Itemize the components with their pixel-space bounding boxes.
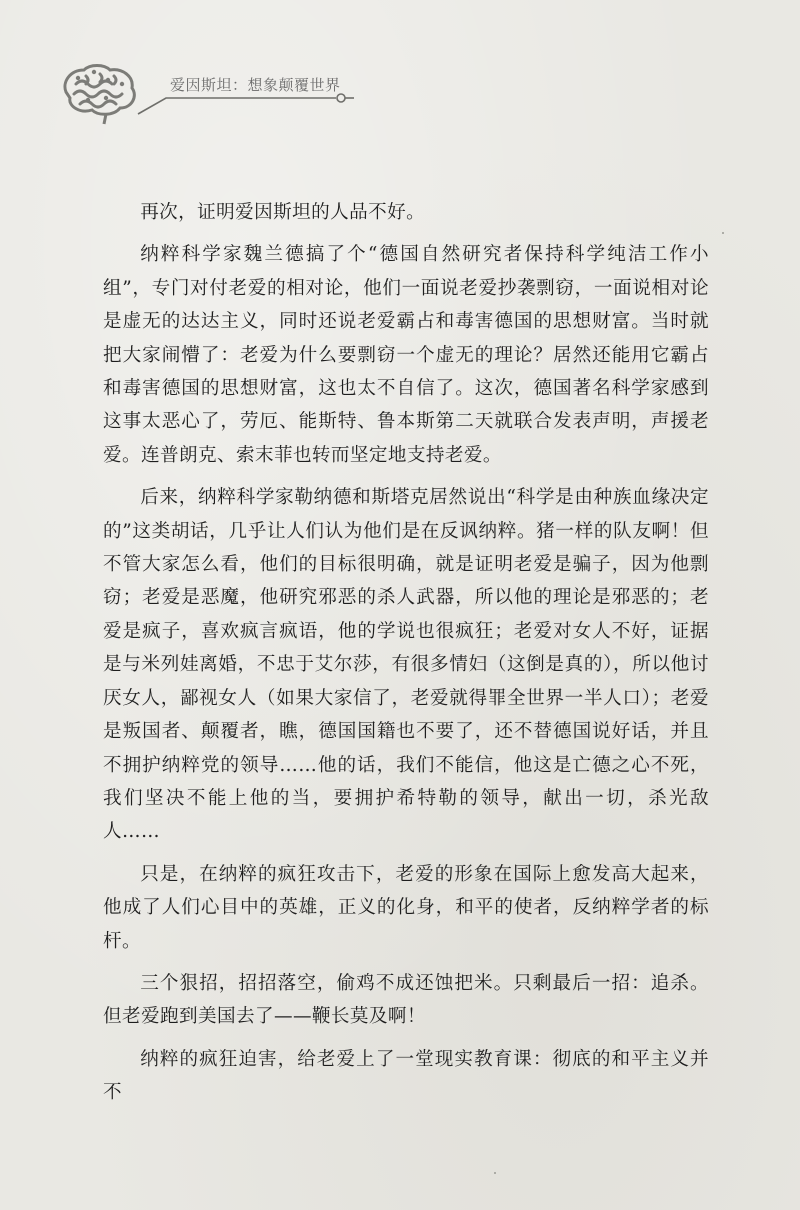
paragraph: 再次，证明爱因斯坦的人品不好。 bbox=[140, 202, 426, 223]
paragraph: 纳粹的疯狂迫害，给老爱上了一堂现实教育课：彻底的和平主义并不 bbox=[103, 1048, 709, 1104]
paragraph: 纳粹科学家魏兰德搞了个“德国自然研究者保持科学纯洁工作小组”，专门对付老爱的相对论，他们一面说老爱抄袭剽窃，一面说相对论是虚无的达达主义，同时还说老爱霸占和毒害德国的思想财富。当时就把大家闹懵了：老爱为什么要剽窃一个虚无的理论？居然还能用它霸占和毒害德国的思想财富，这也太不自信了。这次，德国著名科学家感到这事太恶心了，劳厄、能斯特、鲁本斯第二天就联合发表声明，声援老爱。连普朗克、索末菲也转而坚定地支持老爱。 bbox=[103, 244, 709, 466]
body-text bbox=[103, 196, 709, 1119]
paragraph: 后来，纳粹科学家勒纳德和斯塔克居然说出“科学是由种族血缘决定的”这类胡话，几乎让人们认为他们是在反讽纳粹。猪一样的队友啊！但不管大家怎么看，他们的目标很明确，就是证明老爱是骗子，因为他剽窃；老爱是恶魔，他研究邪恶的杀人武器，所以他的理论是邪恶的；老爱是疯子，喜欢疯言疯语，他的学说也很疯狂；老爱对女人不好，证据是与米列娃离婚，不忠于艾尔莎，有很多情妇（这倒是真的），所以他讨厌女人，鄙视女人（如果大家信了，老爱就得罪全世界一半人口）；老爱是叛国者、颠覆者，瞧，德国国籍也不要了，还不替德国说好话，并且不拥护纳粹党的领导……他的话，我们不能信，他这是亡德之心不死，我们坚决不能上他的当，要拥护希特勒的领导，献出一切，杀光敌人…… bbox=[103, 487, 709, 843]
paper-speck bbox=[722, 232, 724, 234]
paragraph: 只是，在纳粹的疯狂攻击下，老爱的形象在国际上愈发高大起来，他成了人们心目中的英雄，正义的化身，和平的使者，反纳粹学者的标杆。 bbox=[103, 863, 709, 952]
running-title: 爱因斯坦：想象颠覆世界 bbox=[170, 76, 341, 94]
paper-speck bbox=[494, 1172, 496, 1174]
page-header bbox=[58, 58, 378, 128]
paragraph: 三个狠招，招招落空，偷鸡不成还蚀把米。只剩最后一招：追杀。但老爱跑到美国去了——鞭长莫及啊！ bbox=[103, 972, 709, 1028]
